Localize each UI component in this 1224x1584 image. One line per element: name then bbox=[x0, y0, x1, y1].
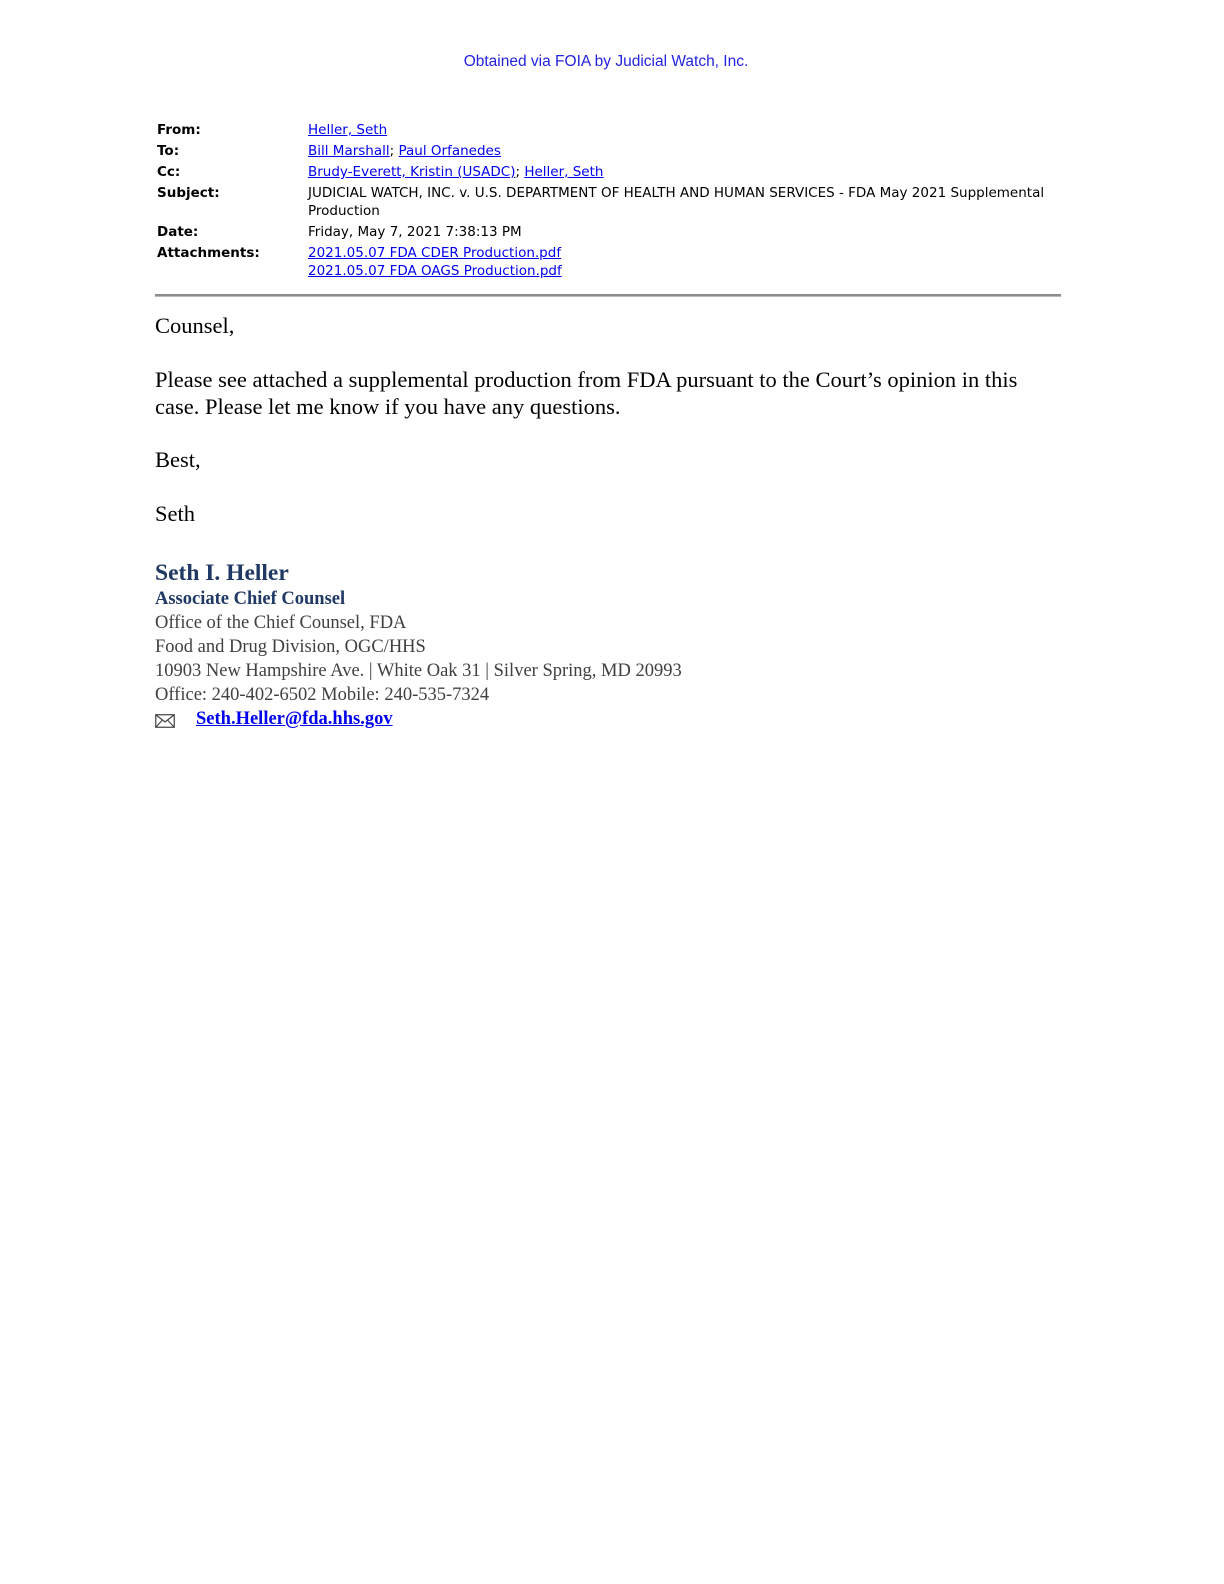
signature-phones: Office: 240-402-6502 Mobile: 240-535-7324 bbox=[155, 685, 490, 705]
signature-division: Food and Drug Division, OGC/HHS bbox=[155, 637, 426, 657]
date-value: Friday, May 7, 2021 7:38:13 PM bbox=[308, 224, 522, 240]
subject-row bbox=[157, 184, 1061, 220]
signature-address: 10903 New Hampshire Ave. | White Oak 31 | Silver Spring, MD 20993 bbox=[155, 661, 682, 681]
cc-recipient-link[interactable]: Heller, Seth bbox=[524, 164, 604, 180]
date-label: Date: bbox=[157, 224, 199, 240]
to-row bbox=[157, 142, 1061, 160]
to-value bbox=[308, 142, 1061, 160]
foia-watermark: Obtained via FOIA by Judicial Watch, Inc. bbox=[463, 53, 749, 70]
email-headers bbox=[157, 121, 1061, 280]
header-divider bbox=[155, 294, 1061, 297]
cc-row bbox=[157, 163, 1061, 181]
attachment-link[interactable]: 2021.05.07 FDA OAGS Production.pdf bbox=[308, 263, 562, 279]
from-value bbox=[308, 121, 1061, 139]
attachments-label: Attachments: bbox=[157, 245, 260, 261]
to-recipient-link[interactable]: Bill Marshall bbox=[308, 143, 390, 159]
subject-value bbox=[308, 184, 1061, 220]
to-recipient-link[interactable]: Paul Orfanedes bbox=[398, 143, 501, 159]
from-link[interactable]: Heller, Seth bbox=[308, 122, 388, 138]
attachments-row bbox=[157, 244, 1061, 280]
from-label: From: bbox=[157, 122, 201, 138]
cc-value bbox=[308, 163, 1061, 181]
signature-office: Office of the Chief Counsel, FDA bbox=[155, 613, 407, 633]
subject-line-1: JUDICIAL WATCH, INC. v. U.S. DEPARTMENT OF HEALTH AND HUMAN SERVICES - FDA May 2021 Supplemental bbox=[308, 185, 1045, 201]
attachments-value bbox=[308, 244, 1061, 280]
sender-first-name: Seth bbox=[155, 501, 196, 526]
greeting: Counsel, bbox=[155, 313, 235, 338]
subject-line-2: Production bbox=[308, 203, 380, 219]
subject-label: Subject: bbox=[157, 185, 220, 201]
recipient-separator: ; bbox=[515, 164, 521, 180]
signature-title: Associate Chief Counsel bbox=[155, 589, 346, 609]
signature-email-link[interactable]: Seth.Heller@fda.hhs.gov bbox=[196, 709, 393, 729]
email-signature bbox=[155, 559, 855, 731]
body-paragraph: Please see attached a supplemental production from FDA pursuant to the Court’s opinion in this case. Please let me know if you have any questions. bbox=[155, 367, 1018, 419]
cc-label: Cc: bbox=[157, 164, 181, 180]
closing: Best, bbox=[155, 447, 201, 472]
signature-email-row bbox=[155, 707, 855, 731]
from-row bbox=[157, 121, 1061, 139]
cc-recipient-link[interactable]: Brudy-Everett, Kristin (USADC) bbox=[308, 164, 516, 180]
date-row bbox=[157, 223, 1061, 241]
attachment-link[interactable]: 2021.05.07 FDA CDER Production.pdf bbox=[308, 245, 562, 261]
recipient-separator: ; bbox=[389, 143, 395, 159]
to-label: To: bbox=[157, 143, 180, 159]
envelope-icon bbox=[155, 712, 175, 726]
signature-name: Seth I. Heller bbox=[155, 560, 289, 586]
